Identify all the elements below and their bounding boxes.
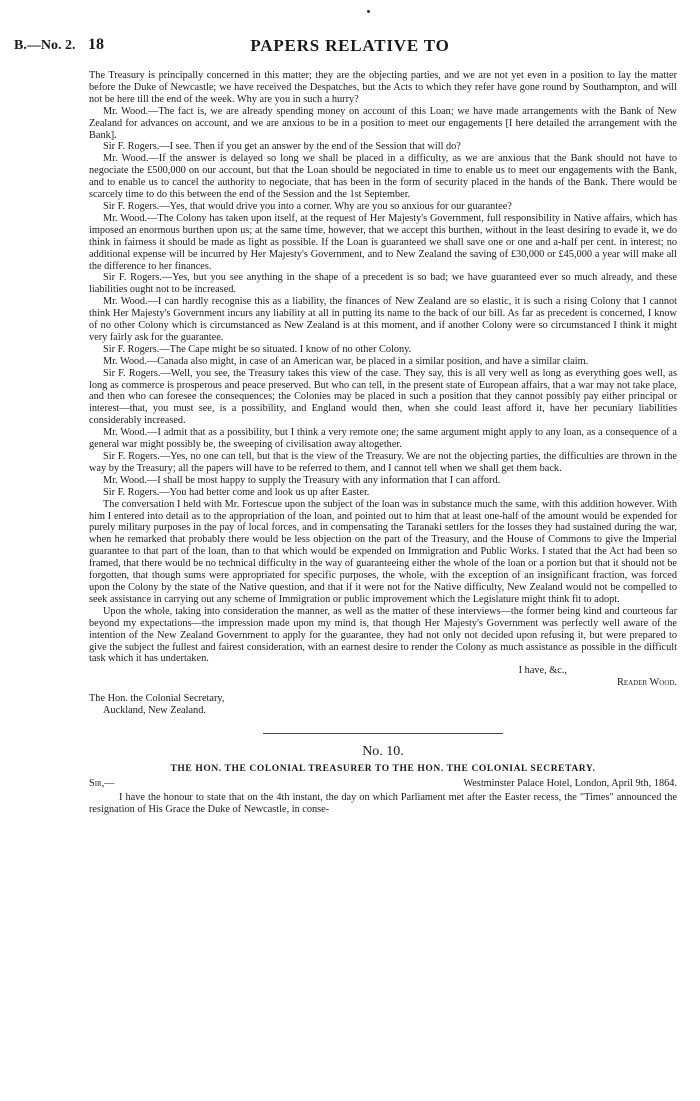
document-heading: THE HON. THE COLONIAL TREASURER TO THE HON. THE COLONIAL SECRETARY. xyxy=(170,763,596,774)
signature: Reader Wood. xyxy=(616,677,677,689)
print-speck xyxy=(367,10,370,13)
paragraph: Mr. Wood.—The fact is, we are already spending money on account of this Loan; we have made arrangements with the Bank of New Zealand for advances on account, and we are anxious to be in a position to meet our engagements [I here detailed the arrangement with the Bank]. xyxy=(89,105,677,141)
salutation: Sir,— xyxy=(89,777,115,789)
paragraph: Mr. Wood.—I admit that as a possibility, but I think a very remote one; the same argument might apply to any loan, as a consequence of a general war might possibly be, the sweeping of civilisation away altogether. xyxy=(89,427,677,451)
paragraph: Sir F. Rogers.—Yes, but you see anything in the shape of a precedent is so bad; we have guaranteed ever so much already, and these liabilities ought not to be increased. xyxy=(89,272,677,296)
page-header xyxy=(14,34,686,58)
paragraph: Sir F. Rogers.—Yes, that would drive you into a corner. Why are you so anxious for our guarantee? xyxy=(103,200,512,212)
addressee-location: Auckland, New Zealand. xyxy=(103,705,206,717)
valediction: I have, &c., xyxy=(518,665,567,677)
paragraph: Mr. Wood.—Canada also might, in case of an American war, be placed in a similar position, and have a similar claim. xyxy=(103,355,589,367)
paragraph: Sir F. Rogers.—You had better come and look us up after Easter. xyxy=(103,486,370,498)
paragraph: Upon the whole, taking into consideration the manner, as well as the matter of these interviews—the former being kind and courteous far beyond my expectations—the impression made upon my mind is, that though Her Majesty's Government was perfectly well aware of the intention of the New Zealand Government to apply for the guarantee, they had not only not decided upon refusing it, but were prepared to give the subject the fullest and fairest consideration, with an earnest desire to render the Colony as much assistance as possible in the difficult task which it has undertaken. xyxy=(89,605,677,665)
document-number: No. 10. xyxy=(362,743,404,759)
section-divider xyxy=(263,733,503,734)
document-body xyxy=(89,70,677,816)
letter-opening xyxy=(89,792,677,816)
salutation-row xyxy=(89,778,677,792)
paragraph: Sir F. Rogers.—Well, you see, the Treasury takes this view of the case. They say, this is all very well as long as everything goes well, as long as commerce is prosperous and peace preserved. But who can tell, in the present state of European affairs, that a war may not take place, and then who can foresee the consequences; the Colonies may be placed in such a position that they cannot possibly pay either principal or interest—that, you must see, is a possibility, and England would then, when she could least afford it, have her pecuniary liabilities considerably increased. xyxy=(89,367,677,427)
paragraph: Mr. Wood.—I shall be most happy to supply the Treasury with any information that I can afford. xyxy=(103,474,501,486)
place-date: Westminster Palace Hotel, London, April 9th, 1864. xyxy=(463,777,677,789)
paragraph: The Treasury is principally concerned in this matter; they are the objecting parties, and we are not yet even in a position to lay the matter before the Duke of Newcastle; we have received the Despatches, but the Acts to which they refer have gone round by Southampton, and will not be here till the end of the week. Why are you in such a hurry? xyxy=(89,70,677,105)
header-reference: B.—No. 2. xyxy=(14,38,76,53)
addressee-block xyxy=(89,693,677,717)
paragraph: Mr. Wood.—I can hardly recognise this as a liability, the finances of New Zealand are so elastic, it is such a rising Colony that I cannot think Her Majesty's Government incurs any liability at all in putting its name to the back of our bill. As far as precedent is concerned, I know of no other Colony which is circumstanced as New Zealand is at this moment, and if another Colony were so circumstanced I think it might very fairly ask for the guarantee. xyxy=(89,296,677,343)
paragraph: Sir F. Rogers.—Yes, no one can tell, but that is the view of the Treasury. We are not the objecting parties, the difficulties are thrown in the way by the Treasury; all the papers will have to be referred to them, and I cannot tell when we shall get them back. xyxy=(89,451,677,474)
paragraph: Mr. Wood.—The Colony has taken upon itself, at the request of Her Majesty's Government, full responsibility in Native affairs, which has imposed an enormous burthen upon us; at the same time, however, that we accept this burthen, without in the least desiring to evade it, we do think in fairness it should be made as light as possible. If the Loan is guaranteed we shall save one or one and a-half per cent. in interest; no additional expense will be incurred by Her Majesty's Government, and to New Zealand the saving of £30,000 or £45,000 a year will make all the difference to her finances. xyxy=(89,212,677,272)
paragraph: Sir F. Rogers.—The Cape might be so situated. I know of no other Colony. xyxy=(103,343,412,355)
paragraph: I have the honour to state that on the 4th instant, the day on which Parliament met after the Easter recess, the "Times" announced the resignation of His Grace the Duke of Newcastle, in conse- xyxy=(89,791,677,815)
paragraph: Sir F. Rogers.—I see. Then if you get an answer by the end of the Session that will do? xyxy=(103,141,461,153)
running-title: PAPERS RELATIVE TO xyxy=(250,36,450,55)
paragraph: The conversation I held with Mr. Fortescue upon the subject of the loan was in substance much the same, with this addition however. With him I entered into detail as to the appropriation of the loan, and pointed out to him that at least one-half of the amount would be expended for purely military purposes in the pay of local forces, and in compensating the Taranaki settlers for the losses they had sustained during the war, when he remarked that probably there would be less objection on the part of the Treasury, and the House of Commons to give the Imperial guarantee to that part of the loan, than to that which would be expended on Immigration and Public Works. I stated that the Act had been so framed, that there would be no technical difficulty in the way of guaranteeing either the whole of the loan or a portion but that it should not be forgotten, that though sums were appropriated for specific purposes, the whole, with the exception of an insignificant fraction, was forced upon the Colony by the state of the Native question, and that if it were not for the Native difficulty, New Zealand would not be compelled to seek assistance in carrying out any scheme of Immigration or public improvement which the Legislature might think fit to adopt. xyxy=(89,498,677,605)
addressee-title: The Hon. the Colonial Secretary, xyxy=(89,693,225,705)
paragraph: Mr. Wood.—If the answer is delayed so long we shall be placed in a difficulty, as we are anxious that the Bank should not have to negociate the £500,000 on our account, but that the Loan should be negociated in time to enable us to meet our engagements with the Bank, and to enable us to cancel the authority to negociate, that has been in the form of security placed in the hands of the Bank. There would be scarcely time to do this between the end of the Session and the 1st September. xyxy=(89,153,677,201)
page-number: 18 xyxy=(88,36,104,53)
